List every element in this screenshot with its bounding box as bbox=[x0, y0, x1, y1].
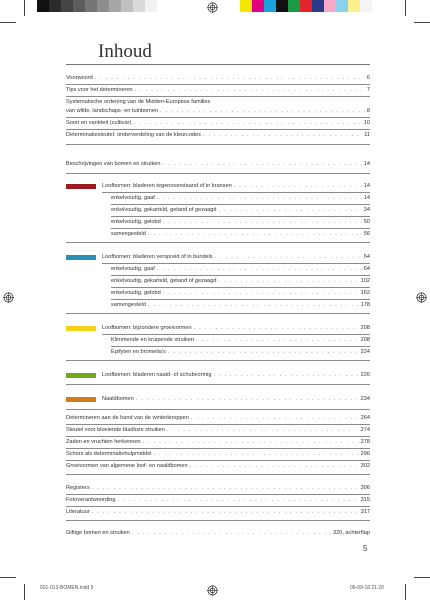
divider bbox=[111, 275, 370, 276]
category-color-bar-orange bbox=[66, 397, 96, 402]
toc-page-number: 278 bbox=[360, 439, 370, 445]
toc-entry-label: Beschrijvingen van bomen en struiken bbox=[66, 161, 161, 167]
toc-entry-label: van wilde, landschaps- en tuinbomen bbox=[66, 108, 159, 114]
toc-entry-naaldbomen[interactable] bbox=[102, 395, 370, 404]
toc-entry-bundels-gaaf[interactable] bbox=[111, 265, 370, 274]
toc-entry-label: samengesteld bbox=[111, 231, 146, 237]
toc-page-number: 226 bbox=[360, 372, 370, 378]
crop-mark bbox=[24, 0, 25, 16]
crop-mark bbox=[24, 584, 25, 600]
toc-entry-tips[interactable] bbox=[66, 86, 370, 95]
toc-entry-label: Registers bbox=[66, 485, 90, 491]
toc-entry-kransen-samengesteld[interactable] bbox=[111, 230, 370, 239]
toc-entry-systematische[interactable] bbox=[66, 107, 370, 116]
toc-page-number: 10 bbox=[363, 120, 370, 126]
toc-entry-bladloze[interactable] bbox=[66, 426, 370, 435]
toc-entry-label: enkelvoudig, gelobd bbox=[111, 290, 161, 296]
color-swatch bbox=[109, 0, 121, 12]
divider bbox=[66, 173, 370, 174]
toc-entry-label: enkelvoudig, gelobd bbox=[111, 219, 161, 225]
toc-entry-kransen-gaaf[interactable] bbox=[111, 194, 370, 203]
divider bbox=[66, 313, 370, 314]
toc-entry-kransen[interactable] bbox=[102, 182, 370, 191]
divider bbox=[111, 216, 370, 217]
divider bbox=[66, 84, 370, 85]
toc-entry-bundels[interactable] bbox=[102, 253, 370, 262]
category-color-bar-green bbox=[66, 373, 96, 378]
toc-entry-label: Schors als determinatiehulpmiddel bbox=[66, 451, 152, 457]
registration-mark-icon bbox=[3, 292, 14, 303]
toc-entry-label: enkelvoudig, gaaf bbox=[111, 266, 155, 272]
color-swatch bbox=[336, 0, 348, 12]
toc-page-number: 178 bbox=[360, 302, 370, 308]
toc-page-number: 234 bbox=[360, 396, 370, 402]
toc-entry-label: enkelvoudig, gaaf bbox=[111, 195, 155, 201]
divider bbox=[66, 448, 370, 449]
color-swatch bbox=[61, 0, 73, 12]
toc-entry-label: Giftige bomen en struiken bbox=[66, 530, 130, 536]
divider bbox=[102, 263, 370, 264]
toc-entry-label: Tips voor het determineren bbox=[66, 87, 133, 93]
toc-entry-registers[interactable] bbox=[66, 484, 370, 493]
toc-page-number: 296 bbox=[360, 451, 370, 457]
color-swatch bbox=[360, 0, 372, 12]
crop-mark bbox=[0, 22, 16, 23]
divider bbox=[66, 360, 370, 361]
page-number: 5 bbox=[363, 544, 368, 553]
toc-page-number: 64 bbox=[363, 266, 370, 272]
toc-page-number: 14 bbox=[363, 161, 370, 167]
color-swatch bbox=[133, 0, 145, 12]
color-swatch bbox=[300, 0, 312, 12]
color-swatch bbox=[73, 0, 85, 12]
category-color-bar-red bbox=[66, 184, 96, 189]
crop-mark bbox=[414, 22, 430, 23]
color-swatch bbox=[264, 0, 276, 12]
toc-entry-label: Groeivormen van algemene loof- en naaldbomen bbox=[66, 463, 188, 469]
divider bbox=[102, 334, 370, 335]
color-swatch bbox=[97, 0, 109, 12]
toc-entry-label: Loofbomen: bladeren tegenoverstaand of in kransen bbox=[102, 183, 232, 189]
divider bbox=[66, 460, 370, 461]
toc-page-number: 315 bbox=[360, 497, 370, 503]
toc-entry-label: Sleutel voor bloeiende bladloze struiken bbox=[66, 427, 165, 433]
toc-entry-beschrijvingen[interactable] bbox=[66, 160, 370, 169]
divider bbox=[66, 494, 370, 495]
toc-entry-bundels-gekarteld[interactable] bbox=[111, 277, 370, 286]
crop-mark bbox=[405, 584, 406, 600]
divider bbox=[66, 242, 370, 243]
toc-entry-giftige[interactable] bbox=[66, 529, 370, 538]
title-rule bbox=[66, 64, 370, 65]
toc-entry-fotoverantwoording[interactable] bbox=[66, 496, 370, 505]
toc-entry-label: Loofbomen: bijzondere groeivormen bbox=[102, 325, 192, 331]
divider bbox=[111, 287, 370, 288]
divider bbox=[66, 424, 370, 425]
toc-page-number: 302 bbox=[360, 463, 370, 469]
divider bbox=[66, 474, 370, 475]
toc-entry-label: Voorwoord bbox=[66, 75, 93, 81]
toc-entry-kransen-gelobd[interactable] bbox=[111, 218, 370, 227]
crop-mark bbox=[414, 577, 430, 578]
toc-page-number: 14 bbox=[363, 183, 370, 189]
divider bbox=[66, 96, 370, 97]
toc-entry-sleutel[interactable] bbox=[66, 131, 370, 140]
toc-entry-naald-schub[interactable] bbox=[102, 371, 370, 380]
color-swatch bbox=[49, 0, 61, 12]
toc-entry-bundels-samengesteld[interactable] bbox=[111, 301, 370, 310]
toc-page-number: 208 bbox=[360, 337, 370, 343]
toc-entry-label: Determineren aan de hand van de winterknoppen bbox=[66, 415, 189, 421]
toc-page-number: 224 bbox=[360, 349, 370, 355]
color-swatch bbox=[85, 0, 97, 12]
divider bbox=[66, 117, 370, 118]
toc-page-number: 306 bbox=[360, 485, 370, 491]
toc-entry-label: Literatuur bbox=[66, 509, 90, 515]
crop-mark bbox=[0, 577, 16, 578]
divider bbox=[102, 192, 370, 193]
slug-file-name: 001-013-BOMEN.indd 5 bbox=[40, 585, 94, 591]
toc-entry-label: Loofbomen: bladeren naald- of schubvormig bbox=[102, 372, 212, 378]
toc-page-number: 56 bbox=[363, 231, 370, 237]
toc-entry-label: enkelvoudig, gekarteld, getand of gezaagd bbox=[111, 278, 217, 284]
toc-entry-kransen-gekarteld[interactable] bbox=[111, 206, 370, 215]
registration-mark-icon bbox=[416, 292, 427, 303]
slug-date: 06-09-18 21:20 bbox=[350, 585, 384, 591]
toc-page-number: 320, achterflap bbox=[332, 530, 370, 536]
color-swatch bbox=[288, 0, 300, 12]
toc-page-number: 208 bbox=[360, 325, 370, 331]
toc-page-number: 6 bbox=[366, 75, 370, 81]
color-swatch bbox=[252, 0, 264, 12]
category-color-bar-yellow bbox=[66, 326, 96, 331]
toc-entry-bijzondere[interactable] bbox=[102, 324, 370, 333]
toc-entry-label: Zaden en vruchten herkennen bbox=[66, 439, 141, 445]
toc-entry-schors[interactable] bbox=[66, 450, 370, 459]
color-swatch bbox=[312, 0, 324, 12]
toc-page-number: 8 bbox=[366, 108, 370, 114]
toc-page-number: 264 bbox=[360, 415, 370, 421]
toc-page-number: 50 bbox=[363, 219, 370, 225]
toc-entry-label: Determinatiesleutel: onderverdeling van de kleurcodes bbox=[66, 132, 201, 138]
registration-mark-icon bbox=[207, 585, 218, 596]
crop-mark bbox=[405, 0, 406, 16]
toc-page-number: 7 bbox=[366, 87, 370, 93]
registration-mark-icon bbox=[207, 2, 218, 13]
toc-entry-winterknoppen[interactable] bbox=[66, 414, 370, 423]
toc-entry-label: enkelvoudig, gekarteld, getand of gezaagd bbox=[111, 207, 217, 213]
divider bbox=[66, 506, 370, 507]
toc-entry-label: Klimmende en kruipende struiken bbox=[111, 337, 195, 343]
category-color-bar-blue bbox=[66, 255, 96, 260]
divider bbox=[66, 520, 370, 521]
toc-entry-label: Epifyten en bromelia's bbox=[111, 349, 166, 355]
toc-entry-soort[interactable] bbox=[66, 119, 370, 128]
color-swatch bbox=[240, 0, 252, 12]
toc-entry-systematische-line1: Systematische ordening van de Midden-Europese families bbox=[66, 99, 211, 105]
page-title: Inhoud bbox=[98, 41, 152, 62]
toc-entry-klimmende[interactable] bbox=[111, 336, 370, 345]
toc-entry-bundels-gelobd[interactable] bbox=[111, 289, 370, 298]
toc-entry-label: samengesteld bbox=[111, 302, 146, 308]
toc-entry-zaden[interactable] bbox=[66, 438, 370, 447]
toc-page-number: 274 bbox=[360, 427, 370, 433]
color-swatch bbox=[324, 0, 336, 12]
toc-entry-epifyten[interactable] bbox=[111, 348, 370, 357]
toc-page-number: 14 bbox=[363, 195, 370, 201]
toc-page-number: 102 bbox=[360, 278, 370, 284]
color-swatch bbox=[348, 0, 360, 12]
divider bbox=[66, 409, 370, 410]
toc-page-number: 64 bbox=[363, 254, 370, 260]
toc-entry-label: Fotoverantwoording bbox=[66, 497, 116, 503]
divider bbox=[66, 436, 370, 437]
color-swatch bbox=[37, 0, 49, 12]
toc-page-number: 34 bbox=[363, 207, 370, 213]
color-swatch bbox=[145, 0, 157, 12]
color-bar-process bbox=[240, 0, 372, 12]
toc-entry-label: Naaldbomen bbox=[102, 396, 134, 402]
toc-entry-label: Soort en variëteit (cultivar) bbox=[66, 120, 132, 126]
color-swatch bbox=[276, 0, 288, 12]
color-swatch bbox=[121, 0, 133, 12]
toc-entry-groeivormen[interactable] bbox=[66, 462, 370, 471]
toc-page-number: 317 bbox=[360, 509, 370, 515]
toc-entry-voorwoord[interactable] bbox=[66, 74, 370, 83]
divider bbox=[111, 299, 370, 300]
toc-entry-label: Loofbomen: bladeren verspreid of in bundels bbox=[102, 254, 213, 260]
color-bar-grayscale bbox=[37, 0, 157, 12]
toc-page-number: 162 bbox=[360, 290, 370, 296]
toc-entry-literatuur[interactable] bbox=[66, 508, 370, 517]
divider bbox=[66, 129, 370, 130]
divider bbox=[111, 346, 370, 347]
divider bbox=[66, 144, 370, 145]
divider bbox=[66, 384, 370, 385]
divider bbox=[111, 228, 370, 229]
divider bbox=[111, 204, 370, 205]
toc-page-number: 11 bbox=[364, 132, 370, 138]
